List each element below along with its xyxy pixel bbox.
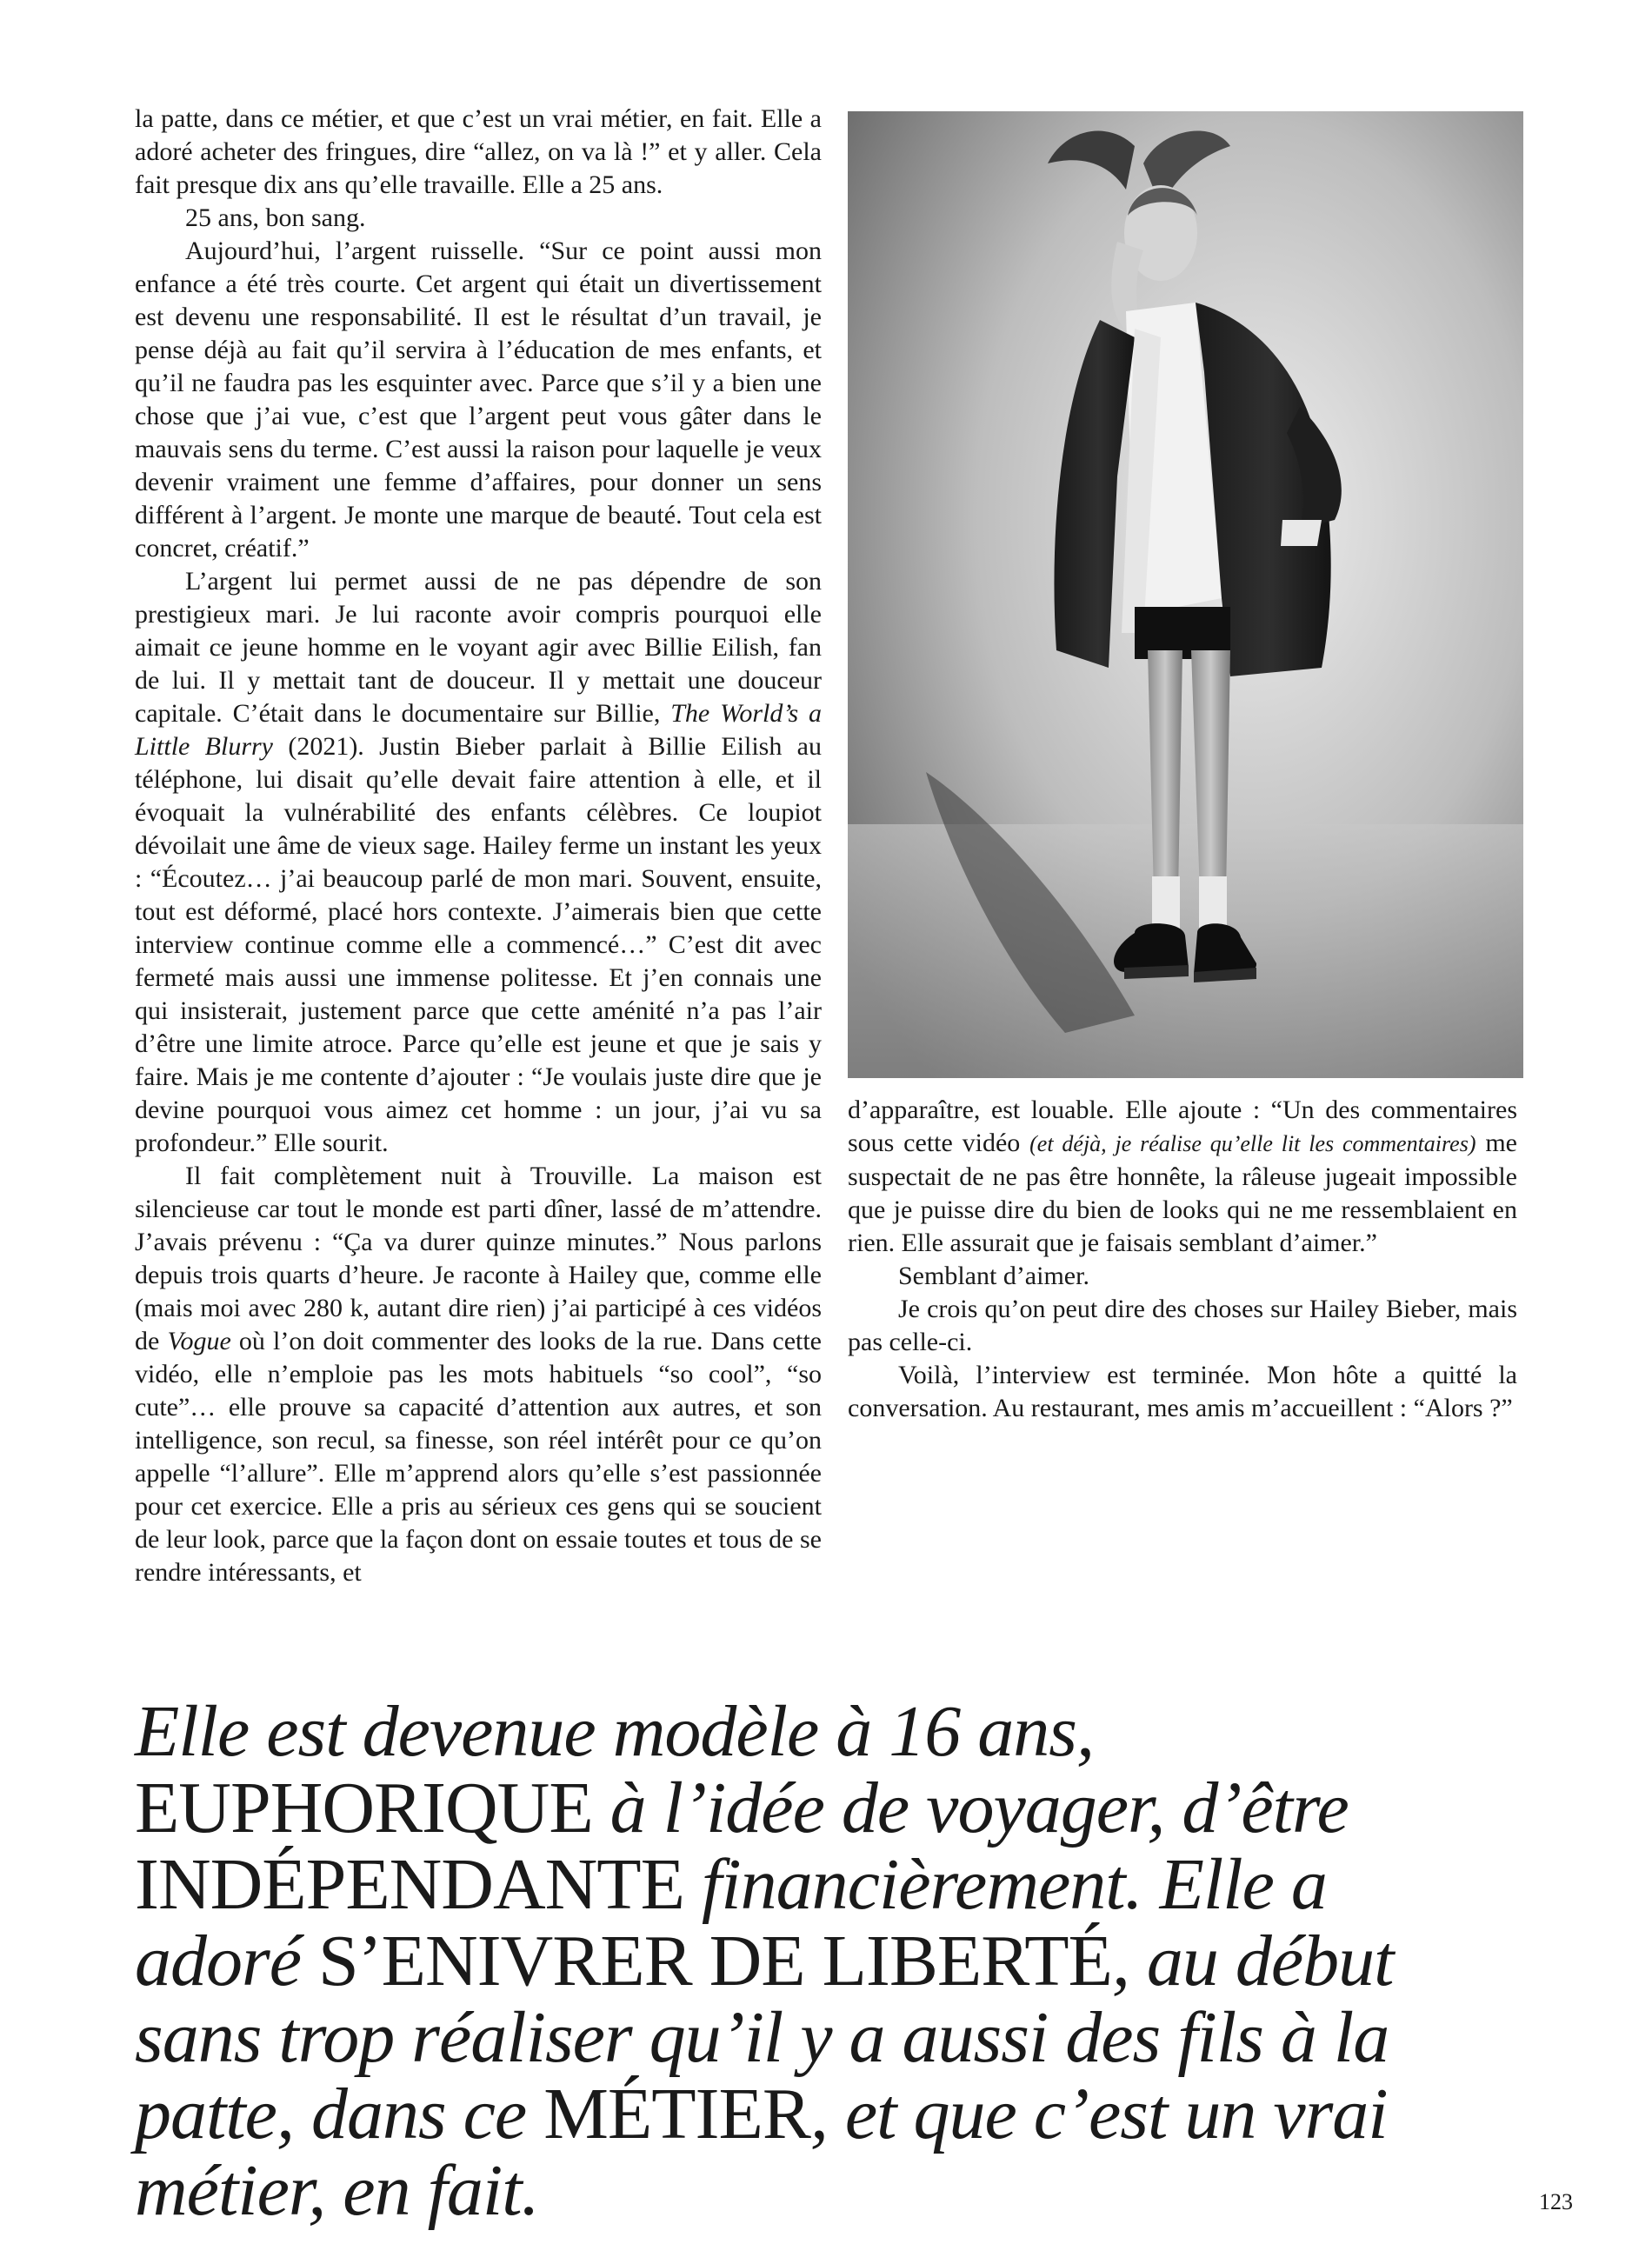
emphasis-text: (et déjà, je réalise qu’elle lit les commentaires) (1029, 1131, 1476, 1156)
article-paragraph (135, 103, 822, 202)
fashion-photo (848, 111, 1523, 1078)
paragraph-text: (2021). Justin Bieber parlait à Billie Eilish au téléphone, lui disait qu’elle devait faire attention à elle, et il évoquait la vulnérabilité des enfants célèbres. Ce loupiot dévoilait une âme de vieux sage. Hailey ferme un instant les yeux : “Écoutez… j’ai beaucoup parlé de mon mari. Souvent, ensuite, tout est déformé, placé hors contexte. J’aimerais bien que cette interview continue comme elle a commencé…” C’est dit avec fermeté mais aussi une immense politesse. Et j’en connais une qui insisterait, justement parce que cette aménité n’a pas l’air d’être une limite atroce. Parce qu’elle est jeune et que je sais y faire. Mais je me contente d’ajouter : “Je voulais juste dire que je devine pourquoi vous aimez cet homme : un jour, j’ai vu sa profondeur.” Elle sourit. (135, 732, 822, 1157)
pull-quote-caps: MÉTIER (543, 2074, 810, 2154)
article-paragraph (135, 565, 822, 1160)
pull-quote (135, 1691, 1491, 2231)
page-number: 123 (1539, 2189, 1573, 2214)
article-paragraph (848, 1260, 1517, 1293)
article-paragraph (135, 1160, 822, 1589)
paragraph-text: Il fait complètement nuit à Trouville. La maison est silencieuse car tout le monde est parti dîner, lassé de m’attendre. J’avais prévenu : “Ça va durer quinze minutes.” Nous parlons depuis trois quarts d’heure. Je raconte à Hailey que, comme elle (mais moi avec 280 k, autant dire rien) j’ai participé à ces vidéos de (135, 1162, 822, 1355)
pull-quote-italic: , et que c’est un vrai métier, en fait. (135, 2074, 1388, 2231)
paragraph-text: me suspectait de ne pas être honnête, la râleuse jugeait impossible que je puisse dire du bien de looks qui ne me ressemblaient en rien. Elle assurait que je faisais semblant d’aimer.” (848, 1129, 1517, 1257)
pull-quote-caps: S’ENIVRER DE LIBERTÉ (317, 1921, 1112, 2001)
emphasis-text: The World’s a Little Blurry (135, 699, 822, 761)
pull-quote-italic: Elle est devenue modèle à 16 ans, (135, 1691, 1094, 1772)
fashion-photo-illustration (848, 111, 1523, 1078)
article-paragraph (848, 1094, 1517, 1260)
paragraph-text: Aujourd’hui, l’argent ruisselle. “Sur ce point aussi mon enfance a été très courte. Cet argent qui était un divertissement est devenu une responsabilité. Il est le résultat d’un travail, je pense déjà au fait qu’il servira à l’éducation de mes enfants, et qu’il ne faudra pas les esquinter avec. Parce que s’il y a bien une chose que j’ai vue, c’est que l’argent peut vous gâter dans le mauvais sens du terme. C’est aussi la raison pour laquelle je veux devenir vraiment une femme d’affaires, pour donner un sens différent à l’argent. Je monte une marque de beauté. Tout cela est concret, créatif.” (135, 236, 822, 563)
article-paragraph (848, 1359, 1517, 1425)
pull-quote-caps: EUPHORIQUE (135, 1768, 593, 1848)
paragraph-text: 25 ans, bon sang. (185, 203, 366, 232)
pull-quote-italic: à l’idée de voyager, d’être (592, 1768, 1349, 1848)
paragraph-text: Voilà, l’interview est terminée. Mon hôte a quitté la conversation. Au restaurant, mes amis m’accueillent : “Alors ?” (848, 1361, 1517, 1422)
article-paragraph (848, 1293, 1517, 1359)
left-article-column (135, 103, 822, 1589)
pull-quote-italic: financièrement. Elle a adoré (135, 1844, 1327, 2001)
paragraph-text: où l’on doit commenter des looks de la rue. Dans cette vidéo, elle n’emploie pas les mots habituels “so cool”, “so cute”… elle prouve sa capacité d’attention aux autres, et son intelligence, son recul, sa finesse, son réel intérêt pour ce qu’on appelle “l’allure”. Elle m’apprend alors qu’elle s’est passionnée pour cet exercice. Elle a pris au sérieux ces gens qui se soucient de leur look, parce que la façon dont on essaie toutes et tous de se rendre intéressants, et (135, 1327, 822, 1587)
paragraph-text: la patte, dans ce métier, et que c’est un vrai métier, en fait. Elle a adoré acheter des fringues, dire “allez, on va là !” et y aller. Cela fait presque dix ans qu’elle travaille. Elle a 25 ans. (135, 104, 822, 199)
paragraph-text: d’apparaître, est louable. Elle ajoute : “Un des commentaires sous cette vidéo (848, 1095, 1517, 1157)
emphasis-text: Vogue (167, 1327, 231, 1355)
pull-quote-italic: , au début sans trop réaliser qu’il y a aussi des fils à la patte, dans ce (135, 1921, 1394, 2154)
paragraph-text: Semblant d’aimer. (898, 1262, 1089, 1290)
article-paragraph (135, 235, 822, 565)
pull-quote-caps: INDÉPENDANTE (135, 1844, 684, 1925)
right-article-column (848, 1094, 1517, 1425)
paragraph-text: L’argent lui permet aussi de ne pas dépendre de son prestigieux mari. Je lui raconte avoir compris pourquoi elle aimait ce jeune homme en le voyant agir avec Billie Eilish, fan de lui. Il y mettait tant de douceur. Il y mettait une douceur capitale. C’était dans le documentaire sur Billie, (135, 567, 822, 728)
paragraph-text: Je crois qu’on peut dire des choses sur Hailey Bieber, mais pas celle-ci. (848, 1295, 1517, 1356)
article-paragraph (135, 202, 822, 235)
